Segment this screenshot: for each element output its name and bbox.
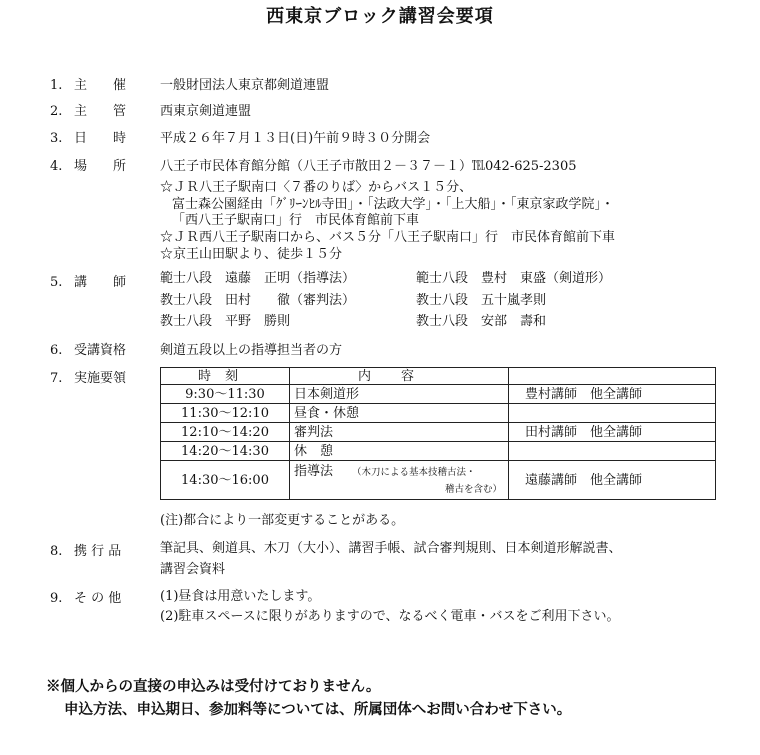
table-row [161,404,716,423]
page-title: 西東京ブロック講習会要項 [266,6,494,27]
row-time: 11:30〜12:10 [161,404,290,423]
item-value-eligibility: 剣道五段以上の指導担当者の方 [160,343,343,358]
access-line: 「西八王子駅南口」行 市民体育館前下車 [172,213,420,228]
item-label-organizer: 主 催 [74,78,127,93]
row-instructor [509,404,716,423]
row-content: 休 憩 [290,442,509,461]
item-label-program: 実施要領 [74,371,127,386]
item-number: 3. [50,131,63,146]
instructor-entry: 教士八段 安部 壽和 [416,314,547,329]
schedule-table [160,367,716,500]
header-content: 内容 [290,368,509,385]
instructor-entry: 範士八段 豊村 東盛（剣道形） [416,271,612,286]
item-number: 1. [50,78,63,93]
header-instructor [509,368,716,385]
schedule-note: (注)都合により一部変更することがある。 [160,513,405,528]
item-number: 8. [50,544,63,559]
notice-line: 申込方法、申込期日、参加料等については、所属団体へお問い合わせ下さい。 [64,701,572,718]
table-row [161,442,716,461]
belongings-line: 筆記具、剣道具、木刀（大小）、講習手帳、試合審判規則、日本剣道形解説書、 [160,541,622,556]
row-instructor: 豊村講師 他全講師 [509,385,716,404]
row-time: 12:10〜14:20 [161,423,290,442]
other-line: (2)駐車スペースに限りがありますので、なるべく電車・バスをご利用下さい。 [160,609,620,624]
instructor-entry: 教士八段 平野 勝則 [160,314,291,329]
item-label-instructors: 講 師 [74,275,127,290]
item-label-management: 主 管 [74,104,127,119]
item-label-venue: 場 所 [74,159,127,174]
other-line: (1)昼食は用意いたします。 [160,589,321,604]
access-line: ☆京王山田駅より、徒歩１５分 [160,247,343,262]
row-content: 昼食・休憩 [290,404,509,423]
item-value-organizer: 一般財団法人東京都剣道連盟 [160,78,330,93]
row-time: 9:30〜11:30 [161,385,290,404]
row-content-note: （木刀による基本技稽古法・ [352,467,476,478]
notice-line: ※個人からの直接の申込みは受付けておりません。 [46,678,381,695]
row-content: 日本剣道形 [290,385,509,404]
row-content-main: 指導法 [294,464,334,479]
access-line: ☆ＪＲ西八王子駅南口から、バス５分「八王子駅南口」行 市民体育館前下車 [160,230,616,245]
row-instructor: 遠藤講師 他全講師 [509,461,716,500]
row-time: 14:20〜14:30 [161,442,290,461]
belongings-line: 講習会資料 [160,562,226,577]
instructor-entry: 教士八段 五十嵐孝則 [416,293,547,308]
item-label-datetime: 日 時 [74,131,127,146]
item-number: 4. [50,159,63,174]
schedule-header-row [161,368,716,385]
item-value-venue: 八王子市民体育館分館（八王子市散田２－３７－１）℡042‐625‐2305 [160,159,577,174]
row-content [290,461,509,500]
item-value-management: 西東京剣道連盟 [160,104,252,119]
instructor-entry: 範士八段 遠藤 正明（指導法） [160,271,356,286]
header-time: 時刻 [161,368,290,385]
item-label-belongings: 携 行 品 [74,544,122,559]
item-number: 6. [50,343,63,358]
table-row [161,385,716,404]
instructor-entry: 教士八段 田村 徹（審判法） [160,293,356,308]
item-value-datetime: 平成２６年７月１３日(日)午前９時３０分開会 [160,131,431,146]
row-content-note: 稽古を含む） [444,484,502,495]
item-label-eligibility: 受講資格 [74,343,127,358]
row-instructor: 田村講師 他全講師 [509,423,716,442]
item-number: 5. [50,275,63,290]
table-row [161,423,716,442]
row-instructor [509,442,716,461]
table-row [161,461,716,500]
item-number: 7. [50,371,63,386]
item-label-other: そ の 他 [74,591,122,606]
row-time: 14:30〜16:00 [161,461,290,500]
item-number: 2. [50,104,63,119]
row-content: 審判法 [290,423,509,442]
access-line: ☆ＪＲ八王子駅南口〈７番のりば〉からバス１５分、 [160,180,473,195]
access-line: 富士森公園経由「ｸﾞﾘｰﾝﾋﾙ寺田」・「法政大学」・「上大船」・「東京家政学院」・ [172,197,615,212]
item-number: 9. [50,591,63,606]
